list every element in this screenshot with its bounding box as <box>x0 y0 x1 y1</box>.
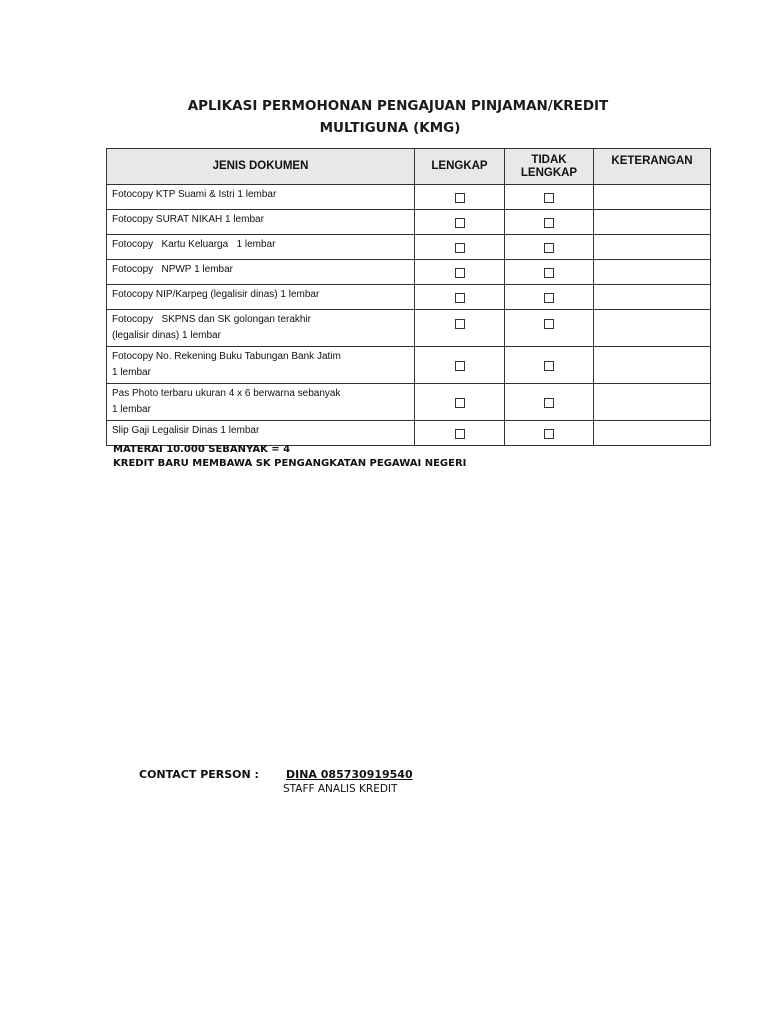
tidak-lengkap-checkbox[interactable] <box>544 361 554 371</box>
cell-tidak-lengkap <box>505 260 594 285</box>
document-title-line1: APLIKASI PERMOHONAN PENGAJUAN PINJAMAN/KREDIT <box>187 98 609 114</box>
tidak-lengkap-checkbox[interactable] <box>544 429 554 439</box>
note-materai: MATERAI 10.000 SEBANYAK = 4 <box>113 444 291 455</box>
lengkap-checkbox[interactable] <box>455 243 465 253</box>
table-row <box>107 185 711 210</box>
cell-keterangan[interactable] <box>594 285 711 310</box>
lengkap-checkbox[interactable] <box>455 319 465 329</box>
table-row <box>107 310 711 347</box>
row-document-line2: 1 lembar <box>112 367 151 378</box>
table-row <box>107 210 711 235</box>
contact-person-role: STAFF ANALIS KREDIT <box>283 783 398 795</box>
cell-tidak-lengkap <box>505 210 594 235</box>
tidak-lengkap-checkbox[interactable] <box>544 319 554 329</box>
cell-tidak-lengkap <box>505 235 594 260</box>
header-lengkap: LENGKAP <box>415 149 505 185</box>
row-document-name <box>107 235 415 260</box>
row-document-line1: Fotocopy NPWP 1 lembar <box>112 264 233 275</box>
lengkap-checkbox[interactable] <box>455 268 465 278</box>
cell-tidak-lengkap <box>505 310 594 347</box>
row-document-name <box>107 421 415 446</box>
tidak-lengkap-checkbox[interactable] <box>544 398 554 408</box>
lengkap-checkbox[interactable] <box>455 429 465 439</box>
cell-keterangan[interactable] <box>594 235 711 260</box>
row-document-line1: Fotocopy NIP/Karpeg (legalisir dinas) 1 lembar <box>112 289 320 300</box>
table-row <box>107 347 711 384</box>
cell-keterangan[interactable] <box>594 384 711 421</box>
tidak-lengkap-checkbox[interactable] <box>544 268 554 278</box>
cell-keterangan[interactable] <box>594 421 711 446</box>
row-document-line1: Fotocopy Kartu Keluarga 1 lembar <box>112 239 276 250</box>
table-row <box>107 285 711 310</box>
table-row <box>107 421 711 446</box>
contact-person-name: DINA 085730919540 <box>286 768 413 781</box>
row-document-line1: Pas Photo terbaru ukuran 4 x 6 berwarna sebanyak <box>112 388 341 399</box>
row-document-name <box>107 210 415 235</box>
table-row <box>107 235 711 260</box>
cell-lengkap <box>415 185 505 210</box>
cell-lengkap <box>415 285 505 310</box>
row-document-name <box>107 310 415 347</box>
cell-tidak-lengkap <box>505 285 594 310</box>
tidak-lengkap-checkbox[interactable] <box>544 243 554 253</box>
cell-keterangan[interactable] <box>594 210 711 235</box>
row-document-name <box>107 347 415 384</box>
table-row <box>107 260 711 285</box>
cell-tidak-lengkap <box>505 421 594 446</box>
lengkap-checkbox[interactable] <box>455 361 465 371</box>
cell-lengkap <box>415 421 505 446</box>
cell-lengkap <box>415 384 505 421</box>
header-keterangan: KETERANGAN <box>594 149 711 185</box>
header-jenis-dokumen: JENIS DOKUMEN <box>107 149 415 185</box>
table-header-row <box>107 149 711 185</box>
cell-keterangan[interactable] <box>594 185 711 210</box>
lengkap-checkbox[interactable] <box>455 193 465 203</box>
cell-lengkap <box>415 347 505 384</box>
row-document-line2: (legalisir dinas) 1 lembar <box>112 330 221 341</box>
cell-lengkap <box>415 235 505 260</box>
row-document-line1: Fotocopy No. Rekening Buku Tabungan Bank Jatim <box>112 351 341 362</box>
lengkap-checkbox[interactable] <box>455 398 465 408</box>
row-document-line1: Slip Gaji Legalisir Dinas 1 lembar <box>112 425 260 436</box>
document-checklist-table <box>106 148 711 446</box>
cell-tidak-lengkap <box>505 347 594 384</box>
document-title-line2: MULTIGUNA (KMG) <box>319 120 461 136</box>
row-document-name <box>107 185 415 210</box>
cell-keterangan[interactable] <box>594 260 711 285</box>
lengkap-checkbox[interactable] <box>455 293 465 303</box>
cell-keterangan[interactable] <box>594 310 711 347</box>
row-document-line1: Fotocopy SURAT NIKAH 1 lembar <box>112 214 264 225</box>
contact-person-label: CONTACT PERSON : <box>139 768 259 781</box>
row-document-name <box>107 285 415 310</box>
cell-tidak-lengkap <box>505 384 594 421</box>
row-document-line1: Fotocopy KTP Suami & Istri 1 lembar <box>112 189 277 200</box>
header-tidak-lengkap <box>505 149 594 185</box>
row-document-name <box>107 260 415 285</box>
lengkap-checkbox[interactable] <box>455 218 465 228</box>
cell-lengkap <box>415 310 505 347</box>
table-row <box>107 384 711 421</box>
row-document-line1: Fotocopy SKPNS dan SK golongan terakhir <box>112 314 312 325</box>
tidak-lengkap-checkbox[interactable] <box>544 293 554 303</box>
cell-lengkap <box>415 210 505 235</box>
note-kredit-baru: KREDIT BARU MEMBAWA SK PENGANGKATAN PEGAWAI NEGERI <box>113 458 467 469</box>
tidak-lengkap-checkbox[interactable] <box>544 193 554 203</box>
row-document-line2: 1 lembar <box>112 404 151 415</box>
cell-tidak-lengkap <box>505 185 594 210</box>
cell-keterangan[interactable] <box>594 347 711 384</box>
row-document-name <box>107 384 415 421</box>
header-tidak-lengkap-line1: TIDAK <box>531 153 567 166</box>
tidak-lengkap-checkbox[interactable] <box>544 218 554 228</box>
header-tidak-lengkap-line2: LENGKAP <box>520 166 578 179</box>
cell-lengkap <box>415 260 505 285</box>
